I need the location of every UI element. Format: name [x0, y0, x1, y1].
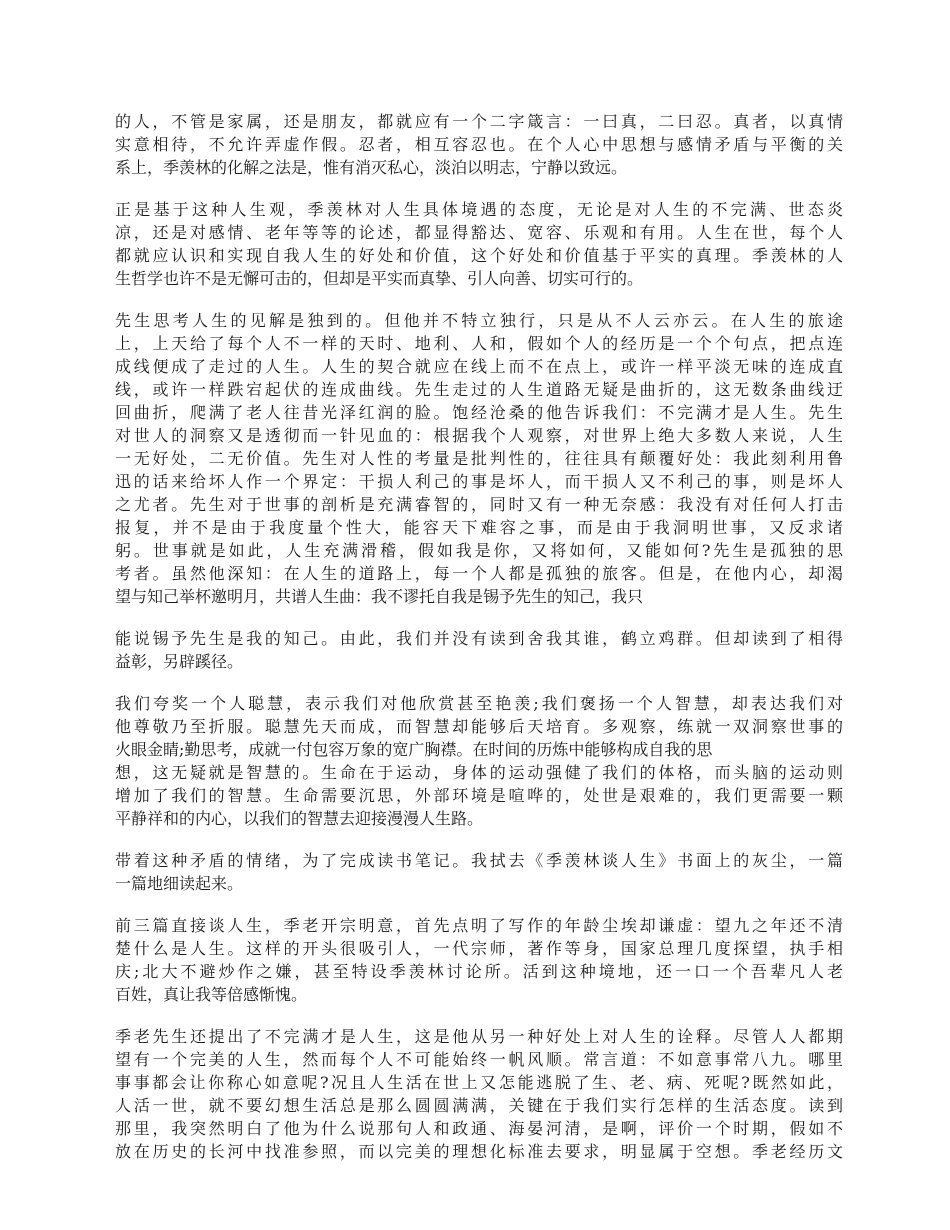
text-line: 都就应认识和实现自我人生的好处和价值，这个好处和价值基于平实的真理。季羡林的人: [115, 246, 843, 265]
text-line: 正是基于这种人生观，季羡林对人生具体境遇的态度，无论是对人生的不完满、世态炎: [115, 200, 843, 219]
text-line: 那里，我突然明白了他为什么说那句人和政通、海晏河清，是啊，评价一个时期，假如不: [115, 1119, 843, 1138]
text-line: 事事都会让你称心如意呢?况且人生活在世上又怎能逃脱了生、老、病、死呢?既然如此，: [115, 1073, 843, 1092]
text-line: 人活一世，就不要幻想生活总是那么圆圆满满，关键在于我们实行怎样的生活态度。读到: [115, 1096, 843, 1115]
text-line: 线，或许一样跌宕起伏的连成曲线。先生走过的人生道路无疑是曲折的，这无数条曲线迂: [115, 380, 843, 399]
text-line: 先生思考人生的见解是独到的。但他并不特立独行，只是从不人云亦云。在人生的旅途: [115, 311, 843, 330]
paragraph-4: [115, 627, 843, 673]
text-line: 系上，季羡林的化解之法是，惟有消灭私心，淡泊以明志，宁静以致远。: [115, 158, 628, 177]
text-line: 的人，不管是家属，还是朋友，都就应有一个二字箴言：一曰真，二曰忍。真者，以真情: [115, 112, 843, 131]
text-line: 报复，并不是由于我度量个性大，能容天下难容之事，而是由于我洞明世事，又反求诸: [115, 518, 843, 537]
text-line: 迅的话来给坏人作一个界定：干损人利己的事是坏人，而干损人又不利己的事，则是坏人: [115, 472, 843, 491]
text-line: 凉，还是对感情、老年等等的论述，都显得豁达、宽容、乐观和有用。人生在世，每个人: [115, 223, 843, 242]
text-line: 增加了我们的智慧。生命需要沉思，外部环境是喧哗的，处世是艰难的，我们更需要一颗: [115, 786, 843, 805]
paragraph-7: [115, 914, 843, 1006]
text-line: 实意相待，不允许弄虚作假。忍者，相互容忍也。在个人心中思想与感情矛盾与平衡的关: [115, 135, 843, 154]
text-line: 带着这种矛盾的情绪，为了完成读书笔记。我拭去《季羡林谈人生》书面上的灰尘，一篇: [115, 851, 843, 870]
paragraph-2: [115, 198, 843, 290]
text-line: 火眼金睛;勤思考，成就一付包容万象的宽广胸襟。在时间的历炼中能够构成自我的思: [115, 740, 713, 759]
text-line: 考者。虽然他深知：在人生的道路上，每一个人都是孤独的旅客。但是，在他内心，却渴: [115, 564, 843, 583]
text-line: 望与知己举杯邀明月，共谱人生曲：我不谬托自我是锡予先生的知己，我只: [115, 587, 644, 606]
text-line: 回曲折，爬满了老人往昔光泽红润的脸。饱经沧桑的他告诉我们：不完满才是人生。先生: [115, 403, 843, 422]
text-line: 对世人的洞察又是透彻而一针见血的：根据我个人观察，对世界上绝大多数人来说，人生: [115, 426, 843, 445]
text-line: 之尤者。先生对于世事的剖析是充满睿智的，同时又有一种无奈感：我没有对任何人打击: [115, 495, 843, 514]
paragraph-6: [115, 849, 843, 895]
text-line: 楚什么是人生。这样的开头很吸引人，一代宗师，著作等身，国家总理几度探望，执手相: [115, 939, 843, 958]
text-line: 生哲学也许不是无懈可击的，但却是平实而真挚、引人向善、切实可行的。: [115, 269, 644, 288]
text-line: 上，上天给了每个人不一样的天时、地利、人和，假如个人的经历是一个个句点，把点连: [115, 334, 843, 353]
text-line: 能说锡予先生是我的知己。由此，我们并没有读到舍我其谁，鹤立鸡群。但却读到了相得: [115, 629, 843, 648]
paragraph-5: [115, 692, 843, 830]
text-line: 躬。世事就是如此，人生充满滑稽，假如我是你，又将如何，又能如何?先生是孤独的思: [115, 541, 843, 560]
text-line: 成线便成了走过的人生。人生的契合就应在线上而不在点上，或许一样平淡无味的连成直: [115, 357, 843, 376]
text-line: 一篇地细读起来。: [115, 874, 244, 893]
text-line: 百姓，真让我等倍感惭愧。: [115, 985, 308, 1004]
paragraph-8: [115, 1025, 843, 1163]
text-line: 想，这无疑就是智慧的。生命在于运动，身体的运动强健了我们的体格，而头脑的运动则: [115, 763, 843, 782]
text-line: 庆;北大不避炒作之嫌，甚至特设季羡林讨论所。活到这种境地，还一口一个吾辈凡人老: [115, 962, 843, 981]
text-line: 前三篇直接谈人生，季老开宗明意，首先点明了写作的年龄尘埃却谦虚：望九之年还不清: [115, 916, 843, 935]
text-line: 望有一个完美的人生，然而每个人不可能始终一帆风顺。常言道：不如意事常八九。哪里: [115, 1050, 843, 1069]
text-line: 益彰，另辟蹊径。: [115, 652, 244, 671]
document-body: [115, 110, 843, 1182]
paragraph-3: [115, 309, 843, 608]
paragraph-1: [115, 110, 843, 179]
text-line: 他尊敬乃至折服。聪慧先天而成，而智慧却能够后天培育。多观察，练就一双洞察世事的: [115, 717, 843, 736]
text-line: 放在历史的长河中找准参照，而以完美的理想化标准去要求，明显属于空想。季老经历文: [115, 1142, 843, 1161]
text-line: 季老先生还提出了不完满才是人生，这是他从另一种好处上对人生的诠释。尽管人人都期: [115, 1027, 843, 1046]
text-line: 平静祥和的内心，以我们的智慧去迎接漫漫人生路。: [115, 809, 484, 828]
text-line: 一无好处，二无价值。先生对人性的考量是批判性的，往往具有颠覆好处：我此刻利用鲁: [115, 449, 843, 468]
text-line: 我们夸奖一个人聪慧，表示我们对他欣赏甚至艳羡;我们褒扬一个人智慧，却表达我们对: [115, 694, 843, 713]
